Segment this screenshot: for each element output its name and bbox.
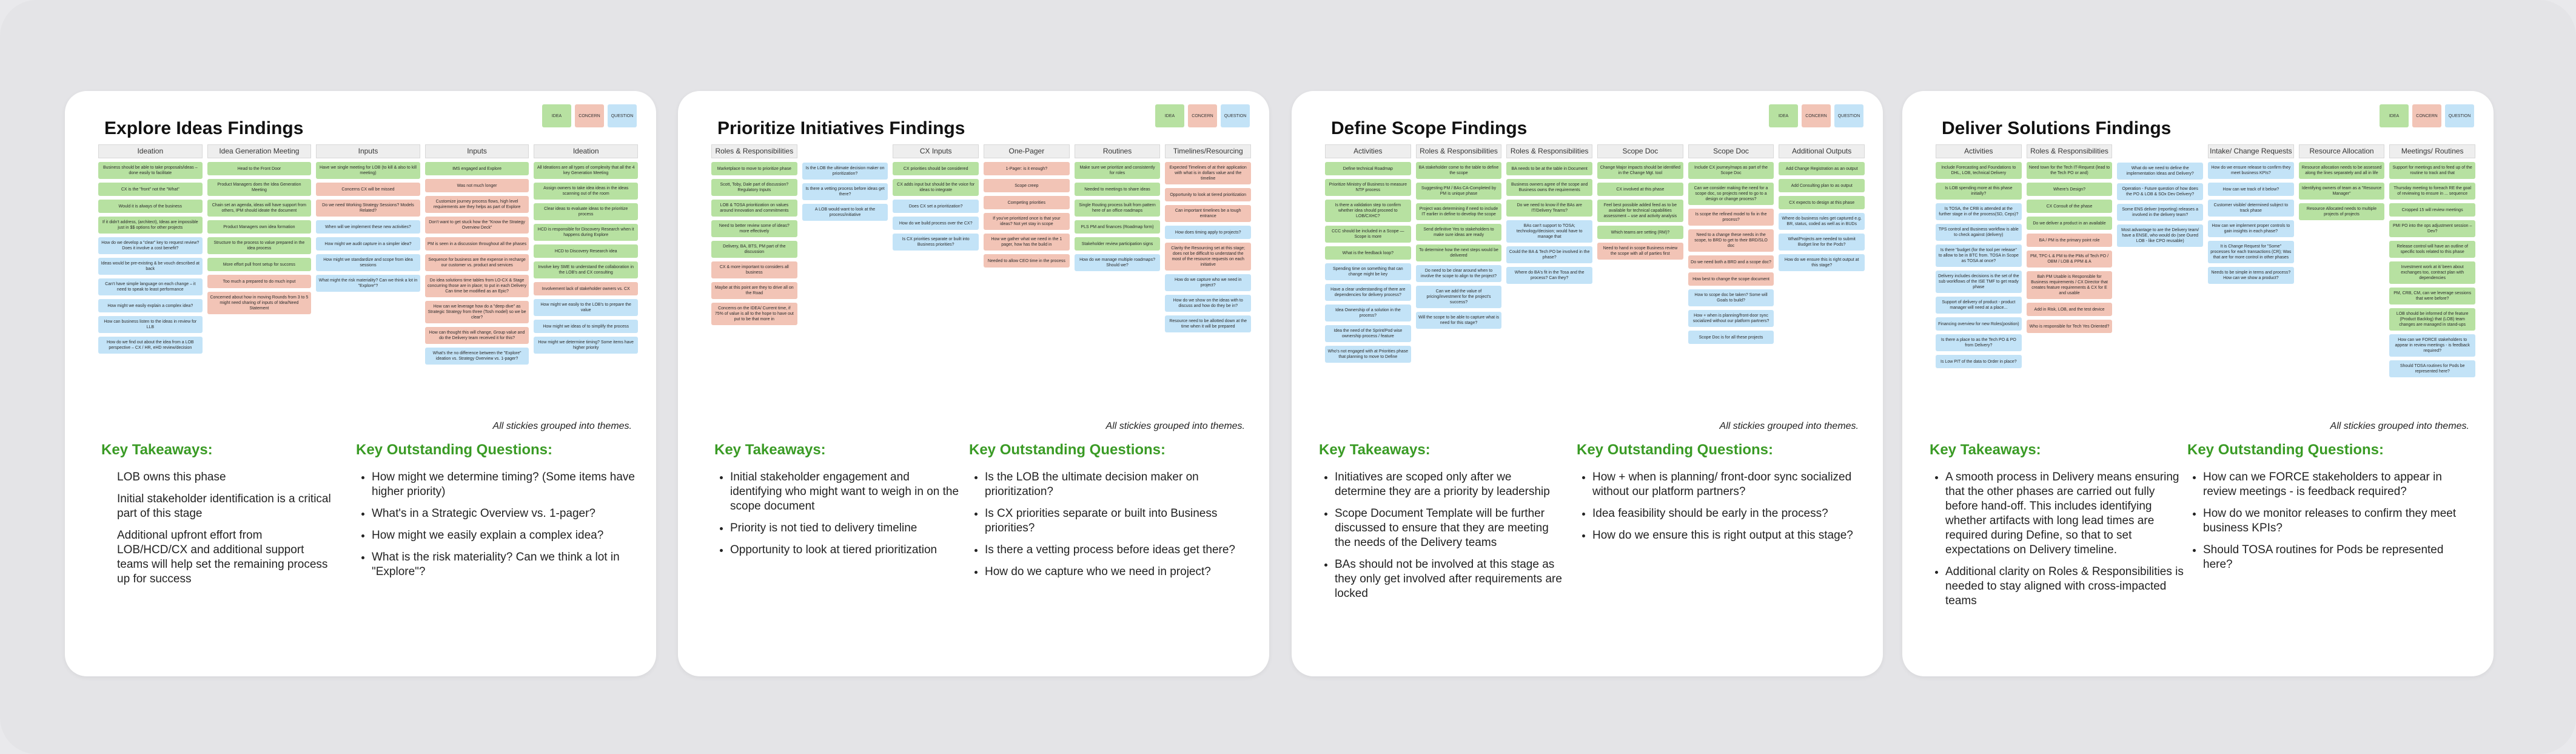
sticky-note[interactable]: Feel best possible added feed as to be available for technical capabilities assessment – use and activity analysis [1597, 200, 1683, 222]
sticky-note[interactable]: Could the BA & Tech PO be involved in the phase? [1506, 246, 1592, 263]
sticky-note[interactable]: Change Major impacts should be identified in the Change Mgt. tool [1597, 162, 1683, 179]
sticky-note[interactable]: Is there a place to as the Tech PO & PO from Delivery? [1936, 334, 2022, 351]
sticky-note[interactable]: TPS control and Business workflow is able to check against (delivery) [1936, 224, 2022, 241]
sticky-column [1688, 144, 1774, 429]
sticky-note[interactable]: Clear ideas to evaluate ideas to the prioritize process [534, 203, 638, 220]
takeaway-item: • Initial stakeholder engagement and identifying who might want to weigh in on the scope document [730, 470, 961, 514]
sticky-note[interactable]: HCD is responsible for Discovery Research when it happens during Explore [534, 224, 638, 241]
sticky-note[interactable]: Do need to be clear around when to involve the scope to align to the project? [1416, 265, 1502, 282]
sticky-note[interactable]: What do we need to define the implementation Ideas and Delivery? [2117, 163, 2203, 180]
sticky-note[interactable]: How do we ensure release to confirm they meet business KPIs? [2208, 162, 2294, 179]
sticky-note[interactable]: How do we build process over the CX? [893, 217, 979, 230]
sticky-note[interactable]: PMI PO into the ops adjustment session – Dev? [2389, 220, 2475, 237]
column-header: One-Pager [984, 144, 1070, 158]
sticky-note[interactable]: CX involved at this phase [1597, 183, 1683, 196]
legend-chip: CONCERN [1188, 104, 1217, 127]
takeaway-item: • BAs should not be involved at this stage as they only get involved after requirements are locked [1335, 557, 1565, 601]
card-title: Prioritize Initiatives Findings [717, 118, 965, 138]
legend-chip: IDEA [2380, 104, 2409, 127]
findings-card [1292, 91, 1883, 676]
sticky-note[interactable]: To determine how the next steps would be delivered [1416, 244, 1502, 261]
sticky-note[interactable]: What's the no difference between the "Explore" ideation vs. Strategy Overview vs. 1-pager? [425, 348, 529, 365]
sticky-note[interactable]: Structure to the process to value prepared in the idea process [207, 237, 312, 254]
sticky-note[interactable]: More effort pull front setup for success [207, 258, 312, 271]
sticky-note[interactable]: Include CX journey/maps as part of the Scope Doc [1688, 162, 1774, 179]
sticky-note[interactable]: Do we deliver a product in an available [2027, 217, 2113, 230]
sticky-column [984, 144, 1070, 429]
questions-list [1577, 470, 1862, 550]
sticky-note[interactable]: Can't have simple language on each change – it need to speak to least performance [98, 278, 203, 295]
sticky-note[interactable]: LOB should be informed of the feature (Product Backlog) that (LOB) team changes are managed in stand-ups [2389, 308, 2475, 331]
column-header: Roles & Responsibilities [1506, 144, 1592, 158]
sticky-note[interactable]: How do we manage multiple roadmaps? Should we? [1075, 254, 1161, 271]
sticky-legend [542, 104, 637, 127]
sticky-note[interactable]: Prioritize Ministry of Business to measure NTP process [1325, 179, 1411, 196]
sticky-note[interactable]: When will we implement these new activities? [316, 220, 420, 234]
sticky-note[interactable]: Need to hand in scope Business review the scope with all of parties first [1597, 243, 1683, 260]
sticky-note[interactable]: A LOB would want to look at the process/initiative [802, 204, 888, 221]
takeaway-item: • Initiatives are scoped only after we determine they are a priority by leadership [1335, 470, 1565, 499]
sticky-note[interactable]: How do we ensure this is right output at this stage? [1779, 254, 1865, 271]
sticky-note[interactable]: How can we implement proper controls to gain insights in each phase? [2208, 220, 2294, 237]
sticky-legend [1155, 104, 1250, 127]
key-questions-heading: Key Outstanding Questions: [356, 442, 553, 458]
column-header: Scope Doc [1688, 144, 1774, 158]
sticky-note[interactable]: Delivery, BA, BTS, PM part of the discussion [711, 241, 797, 258]
questions-list [356, 470, 636, 587]
sticky-note[interactable]: Can we consider making the need for a scope doc, so projects need to go to a design or change process? [1688, 183, 1774, 205]
sticky-note[interactable]: Concerned about how in moving Rounds from 3 to 5 might need sharing of inputs of Idea/Need Statement [207, 292, 312, 314]
column-header: Roles & Responsibilities [2027, 144, 2113, 158]
sticky-note[interactable]: How do we show on the ideas with to discuss and how do they be in? [1165, 295, 1251, 312]
sticky-note[interactable]: Suggesting PM / BAs CA-Completed by PM is unique phase [1416, 183, 1502, 200]
sticky-note[interactable]: Competing priorities [984, 196, 1070, 209]
sticky-note[interactable]: LOB & TOSA prioritization on values around Innovation and commitments [711, 200, 797, 217]
sticky-note[interactable]: Opportunity to look at tiered prioritization [1165, 188, 1251, 201]
column-header: Scope Doc [1597, 144, 1683, 158]
sticky-note[interactable]: How can business listen to the ideas in review for LLB [98, 316, 203, 333]
takeaways-list [117, 470, 335, 594]
sticky-note[interactable]: Add Consulting plan to as output [1779, 179, 1865, 192]
sticky-note[interactable]: Maybe at this point are they to drive all on the Road [711, 282, 797, 299]
sticky-note[interactable]: All Ideations are all types of complexity that all the 4 key Generation Meeting [534, 162, 638, 179]
legend-chip: QUESTION [1834, 104, 1863, 127]
takeaway-item: • Scope Document Template will be further discussed to ensure that they are meeting the needs of the Delivery teams [1335, 507, 1565, 550]
sticky-note[interactable]: Is CX priorities separate or built into Business priorities? [893, 234, 979, 251]
column-header: Ideation [534, 144, 638, 158]
sticky-note[interactable]: Release control will have an outline of specific tools related to this phase [2389, 241, 2475, 258]
question-item: • How can we FORCE stakeholders to appear in review meetings - is feedback required? [2203, 470, 2473, 499]
sticky-note[interactable]: CX expects to design at this phase [1779, 196, 1865, 209]
column-header: Resource Allocation [2299, 144, 2385, 158]
sticky-column [534, 144, 638, 429]
question-item: • How + when is planning/ front-door sync socialized without our platform partners? [1592, 470, 1862, 499]
sticky-note[interactable]: Do we need both a BRD and a scope doc? [1688, 255, 1774, 269]
column-header: CX Inputs [893, 144, 979, 158]
sticky-note[interactable]: Business owners agree of the scope and Business owns the requirements [1506, 179, 1592, 196]
sticky-column [802, 144, 888, 429]
card-title: Define Scope Findings [1331, 118, 1528, 138]
sticky-note[interactable]: CX & more important to considers all business [711, 261, 797, 278]
sticky-column [98, 144, 203, 429]
sticky-note[interactable]: Would it is always of the business [98, 200, 203, 213]
sticky-note[interactable]: How might we ideas of to simplify the process [534, 320, 638, 333]
takeaway-item: LOB owns this phase [117, 471, 226, 483]
takeaways-list [1930, 470, 2188, 616]
takeaway-item: • Additional clarity on Roles & Responsibilities is needed to stay aligned with cross-impacted teams [1945, 565, 2188, 608]
question-item: • Is there a vetting process before ideas get there? [985, 543, 1249, 557]
sticky-note[interactable]: It is Change Request for "Some" processes for each transactions (CR); Was that are for more control in other phases [2208, 241, 2294, 263]
sticky-note[interactable]: Do we need to know if the BAs are IT/Delivery Teams? [1506, 200, 1592, 217]
question-item: • What's in a Strategic Overview vs. 1-pager? [372, 507, 636, 521]
legend-chip: CONCERN [1802, 104, 1831, 127]
sticky-note[interactable]: Thursday meeting to foreach RE the goal of reviewing to ensure in ... sequence [2389, 183, 2475, 200]
sticky-note[interactable]: If you've prioritized once is that your ideas? Not yet stay in scope [984, 213, 1070, 230]
sticky-note[interactable]: Which teams are setting (RM)? [1597, 226, 1683, 239]
question-item: • How do we capture who we need in project? [985, 565, 1249, 579]
sticky-note[interactable]: Resource allocation needs to be assessed along the lines separately and all in life [2299, 162, 2385, 179]
sticky-note[interactable]: PLS PM and finances (Roadmap form) [1075, 220, 1161, 234]
question-item: • What is the risk materiality? Can we think a lot in "Explore"? [372, 550, 636, 579]
sticky-note[interactable]: How to scope doc be taken? Some will Goals to build? [1688, 289, 1774, 306]
column-header: Routines [1075, 144, 1161, 158]
sticky-note[interactable]: CX adds input but should be the voice for ideas to integrate [893, 179, 979, 196]
sticky-note[interactable]: How might we standardize and scope from idea sessions [316, 254, 420, 271]
sticky-legend [1769, 104, 1863, 127]
sticky-note[interactable]: Clarity the Resourcing set at this stage; does not be difficult to understand the most of the resource requests on each initiative [1165, 243, 1251, 271]
sticky-note[interactable]: BA stakeholder come to the table to define the scope [1416, 162, 1502, 179]
sticky-note[interactable]: Expected Timelines of at their application with what is in dollars value and the timeline [1165, 162, 1251, 184]
sticky-board [98, 144, 638, 429]
sticky-note[interactable]: PM is seen in a discussion throughout all the phases [425, 237, 529, 251]
question-item: • Is the LOB the ultimate decision maker on prioritization? [985, 470, 1249, 499]
legend-chip: QUESTION [608, 104, 637, 127]
sticky-column [1779, 144, 1865, 429]
sticky-note[interactable]: Bah PM Usable is Responsible for Business requirements / CX Director that creates feature requirements & CX for E and usable [2027, 271, 2113, 299]
sticky-note[interactable]: CX is the "front" not the "What" [98, 183, 203, 196]
sticky-note[interactable]: BAs can't support to TOSA; technology/decision; would have to manage that [1506, 220, 1592, 243]
findings-card [65, 91, 656, 676]
column-header: Activities [1936, 144, 2022, 158]
card-title: Explore Ideas Findings [104, 118, 304, 138]
column-header: Inputs [316, 144, 420, 158]
sticky-column [1325, 144, 1411, 429]
column-header: Roles & Responsibilities [1416, 144, 1502, 158]
sticky-note[interactable]: Customize journey process flows, high level requirements are they helps as part of Explore [425, 196, 529, 213]
takeaways-list [714, 470, 961, 565]
sticky-note[interactable]: Business should be able to take proposals/ideas – done easily to facilitate [98, 162, 203, 179]
sticky-note[interactable]: Who's not engaged with at Priorities phase that planning to move to Define [1325, 346, 1411, 363]
sticky-column [2027, 144, 2113, 429]
question-item: • How might we easily explain a complex idea? [372, 528, 636, 543]
sticky-note[interactable]: Is there a vetting process before ideas get there? [802, 183, 888, 200]
legend-chip: IDEA [1155, 104, 1184, 127]
grouping-note: All stickies grouped into themes. [1719, 421, 1859, 431]
takeaway-item: • A smooth process in Delivery means ensuring that the other phases are carried out fully before hand-off. This includes identifying whether artifacts with long lead times are required during Define, so that to set expectations on Delivery timeline. [1945, 470, 2188, 557]
sticky-note[interactable]: Who is responsible for Tech Yes Oriented? [2027, 320, 2113, 333]
sticky-note[interactable]: Can important timelines be a tough entrance [1165, 205, 1251, 222]
sticky-column [2208, 144, 2294, 429]
sticky-note[interactable]: Don't want to get stuck how the "Know the Strategy Overview Deck" [425, 217, 529, 234]
legend-chip: CONCERN [2412, 104, 2441, 127]
sticky-note[interactable]: What might the risk materiality? Can we think a lot in "Explore"? [316, 275, 420, 292]
legend-chip: IDEA [542, 104, 571, 127]
legend-chip: IDEA [1769, 104, 1798, 127]
sticky-column [316, 144, 420, 429]
sticky-note[interactable]: CCC should be included in a Scope — Scope is more [1325, 226, 1411, 243]
sticky-note[interactable]: CX Consult of the phase [2027, 200, 2113, 213]
sticky-note[interactable]: IMS engaged and Explore [425, 162, 529, 175]
key-takeaways-heading: Key Takeaways: [1930, 442, 2041, 458]
sticky-note[interactable]: Scope creep [984, 179, 1070, 192]
sticky-note[interactable]: Add in Risk, LOB, and the test device [2027, 303, 2113, 316]
key-takeaways-heading: Key Takeaways: [1319, 442, 1431, 458]
sticky-note[interactable]: Was not much longer [425, 179, 529, 192]
column-header: Intake/ Change Requests [2208, 144, 2294, 158]
sticky-note[interactable]: How might we easily explain a complex idea? [98, 299, 203, 312]
sticky-note[interactable]: What/Projects are needed to submit Budget line for the Pods? [1779, 234, 1865, 251]
key-questions-heading: Key Outstanding Questions: [969, 442, 1166, 458]
sticky-note[interactable]: Most advantage to are the Delivery team/ have a ENSE, who would do (see Oured LOB - like CPO reusable) [2117, 224, 2203, 247]
takeaway-item: Initial stakeholder identification is a critical part of this stage [117, 493, 331, 520]
sticky-note[interactable]: Is Low PIT of the data to Order in place? [1936, 355, 2022, 368]
sticky-column [425, 144, 529, 429]
question-item: • How might we determine timing? (Some items have higher priority) [372, 470, 636, 499]
sticky-note[interactable]: Is there a validation step to confirm whether idea should proceed to LOB/CXHC? [1325, 200, 1411, 222]
sticky-note[interactable]: Concerns CX will be missed [316, 183, 420, 196]
sticky-note[interactable]: Does CX set a prioritization? [893, 200, 979, 213]
column-header: Timelines/Resourcing [1165, 144, 1251, 158]
sticky-note[interactable]: How might we easily to the LOB's to prepare the value [534, 299, 638, 316]
sticky-note[interactable]: Too much a prepared to do much input [207, 275, 312, 288]
takeaway-item: • Priority is not tied to delivery timeline [730, 521, 961, 536]
sticky-note[interactable]: Delivery includes decisions is the set of the sub workflows of the ISE TMF to get ready phase [1936, 271, 2022, 293]
sticky-note[interactable]: Single Routing process built from pattern here of an office roadmaps [1075, 200, 1161, 217]
sticky-note[interactable]: How can thought this will change, Group value and do the Delivery team received it for this? [425, 327, 529, 344]
sticky-note[interactable]: Chain set an agenda, ideas will have support from others, IPM should ideate the document [207, 200, 312, 217]
sticky-note[interactable]: PM, CRB, CM, can we leverage sessions that were before? [2389, 288, 2475, 305]
sticky-note[interactable]: How we gather what we need in the 1 pager, how has the build in [984, 234, 1070, 251]
question-item: • Is CX priorities separate or built into Business priorities? [985, 507, 1249, 536]
sticky-note[interactable]: How can we FORCE stakeholders to appear in review meetings - is feedback required? [2389, 334, 2475, 357]
sticky-note[interactable]: How does timing apply to projects? [1165, 226, 1251, 239]
sticky-note[interactable]: HCD to Discovery Research idea [534, 244, 638, 258]
sticky-note[interactable]: Include Forecasting and Foundations to DHL, LOB, technical Delivery [1936, 162, 2022, 179]
sticky-note[interactable]: Marketplace to move to prioritize phase [711, 162, 797, 175]
sticky-note[interactable]: How + when is planning/front-door sync socialized without our platform partners? [1688, 310, 1774, 327]
sticky-note[interactable]: Resource need to be allotted down at the time when it will be prepared [1165, 315, 1251, 332]
sticky-note[interactable]: How might we audit capture in a simpler idea? [316, 237, 420, 251]
key-questions-heading: Key Outstanding Questions: [1577, 442, 1774, 458]
question-item: • Idea feasibility should be early in the process? [1592, 507, 1862, 521]
sticky-note[interactable]: If it didn't address, (architect), Ideas are impossible just in $$ options for other projects [98, 217, 203, 234]
sticky-note[interactable]: Head to the Front Door [207, 162, 312, 175]
sticky-board [711, 144, 1251, 429]
sticky-note[interactable]: What is the feedback loop? [1325, 246, 1411, 260]
takeaways-list [1319, 470, 1565, 608]
column-header: Roles & Responsibilities [711, 144, 797, 158]
sticky-note[interactable]: Some ENS deliver (reporting) releases a involved in the delivery team? [2117, 204, 2203, 221]
sticky-note[interactable]: Project was determining if need to include IT earlier in define to develop the scope [1416, 203, 1502, 220]
sticky-note[interactable]: Is the LOB the ultimate decision maker on prioritization? [802, 163, 888, 180]
sticky-note[interactable]: Send definitive Yes to stakeholders to make sure ideas are ready [1416, 224, 1502, 241]
sticky-note[interactable]: Need to a change these needs in the scope, to BRD to get to their BRD/SLO doc [1688, 229, 1774, 252]
sticky-note[interactable]: Can we add the value of pricing/investment for the project's success? [1416, 286, 1502, 308]
sticky-note[interactable]: Needs to be simple in terms and process? How can we show a product? [2208, 267, 2294, 284]
sticky-note[interactable]: Have we single meeting for LOB (to kill & also to kill meeting) [316, 162, 420, 179]
sticky-note[interactable]: Do we need Working Strategy Sessions? Models Related? [316, 200, 420, 217]
takeaway-item: • Opportunity to look at tiered prioritization [730, 543, 961, 557]
sticky-note[interactable]: Involvement lack of stakeholder owners vs. CX [534, 282, 638, 295]
sticky-column [2389, 144, 2475, 429]
key-takeaways-heading: Key Takeaways: [714, 442, 826, 458]
sticky-note[interactable]: Define technical Roadmap [1325, 162, 1411, 175]
question-item: • Should TOSA routines for Pods be represented here? [2203, 543, 2473, 572]
sticky-note[interactable]: Where's Design? [2027, 183, 2113, 196]
sticky-legend [2380, 104, 2474, 127]
sticky-note[interactable]: Add Change Registration as an output [1779, 162, 1865, 175]
sticky-column [1416, 144, 1502, 429]
sticky-note[interactable]: Stakeholder review participation signs [1075, 237, 1161, 251]
sticky-board [1936, 144, 2475, 429]
column-header: Meetings/ Routines [2389, 144, 2475, 158]
sticky-note[interactable]: Make sure we prioritize and consistently for roles [1075, 162, 1161, 179]
column-header: Idea Generation Meeting [207, 144, 312, 158]
sticky-note[interactable]: CX priorities should be considered [893, 162, 979, 175]
sticky-column [893, 144, 979, 429]
sticky-column [1936, 144, 2022, 429]
legend-chip: QUESTION [1221, 104, 1250, 127]
column-header: Additional Outputs [1779, 144, 1865, 158]
legend-chip: CONCERN [575, 104, 604, 127]
sticky-note[interactable]: Financing overview for new Roles(position) [1936, 317, 2022, 331]
sticky-note[interactable]: Sequence for business are the expense in recharge our customer vs. product and services [425, 254, 529, 271]
sticky-note[interactable]: Assign owners to take idea ideas in the ideas scanning out of the room [534, 183, 638, 200]
sticky-note[interactable]: How do we find out about the idea from a LOB perspective – CX / HR, eHD review/decision [98, 337, 203, 354]
sticky-note[interactable]: Product Managers does the Idea Generation Meeting [207, 179, 312, 196]
sticky-note[interactable]: Is there "budget (for the tool per release" to allow to be in BTC from. TOSA in Scope as TOSA at once? [1936, 244, 2022, 267]
sticky-note[interactable]: How can we leverage how do a "deep dive" as Strategic Strategy from three (Tosh model) so we be clear? [425, 301, 529, 323]
sticky-note[interactable]: PM, TPC-L & PM to the PMs of Tech PO / OBM / LOB & PPM & A [2027, 251, 2113, 268]
findings-card [678, 91, 1269, 676]
sticky-note[interactable]: How might we determine timing? Some items have higher priority [534, 337, 638, 354]
sticky-note[interactable]: Ideas would be pre-existing & be vouch described at back [98, 258, 203, 275]
sticky-column [2299, 144, 2385, 429]
sticky-note[interactable]: Resource Allocated needs to multiple projects of projects [2299, 203, 2385, 220]
sticky-note[interactable]: Need town for the Tech IT-Request (lead to the Tech PO or and) [2027, 162, 2113, 179]
sticky-note[interactable]: BA / PM is the primary point role [2027, 234, 2113, 247]
questions-list [2187, 470, 2473, 579]
sticky-column [2117, 144, 2203, 429]
sticky-note[interactable]: How do we capture who we need in project? [1165, 274, 1251, 291]
card-title: Deliver Solutions Findings [1942, 118, 2172, 138]
sticky-note[interactable]: Where do business rules get captured e.g. BR, status, coded as well as in BUDs [1779, 213, 1865, 230]
sticky-board [1325, 144, 1865, 429]
question-item: • How do we ensure this is right output at this stage? [1592, 528, 1862, 543]
sticky-note[interactable]: Is LOB spending more at this phase initially? [1936, 183, 2022, 200]
column-header: Inputs [425, 144, 529, 158]
question-item: • How do we monitor releases to confirm they meet business KPIs? [2203, 507, 2473, 536]
sticky-note[interactable]: BA needs to be at the table in Document [1506, 162, 1592, 175]
sticky-note[interactable]: Scope Doc is for all these projects [1688, 331, 1774, 344]
questions-list [969, 470, 1249, 587]
sticky-column [711, 144, 797, 429]
sticky-note[interactable]: Identifying owners of team as a "Resource Manager" [2299, 183, 2385, 200]
sticky-note[interactable]: Need to better review some of ideas? more effectively [711, 220, 797, 237]
sticky-column [207, 144, 312, 429]
sticky-note[interactable]: Support for meetings and to feed up of the routine to track and that [2389, 162, 2475, 179]
sticky-note[interactable]: Needed to meetings to share ideas [1075, 183, 1161, 196]
sticky-note[interactable]: Cropped 15 will review meetings [2389, 203, 2475, 217]
sticky-note[interactable]: Investment work at it/ been about exchanges too, contract plan with dependencies [2389, 261, 2475, 284]
sticky-note[interactable]: Product Managers own idea formation [207, 220, 312, 234]
findings-card [1902, 91, 2494, 676]
sticky-note[interactable]: Support of delivery of product - product manager will need at a place... [1936, 297, 2022, 314]
sticky-note[interactable]: Have a clear understanding of there are dependencies for delivery process? [1325, 284, 1411, 301]
sticky-note[interactable]: Is scope the refined model to fix in the process? [1688, 209, 1774, 226]
key-takeaways-heading: Key Takeaways: [101, 442, 213, 458]
sticky-note[interactable]: Involve key SME to understand the collaboration in the LOB's and CX consulting [534, 261, 638, 278]
sticky-note[interactable]: Customer visible/ determined subject to track phase [2208, 200, 2294, 217]
sticky-note[interactable]: Where do BA's fit in the Tosa and the process? Can they? [1506, 267, 1592, 284]
grouping-note: All stickies grouped into themes. [1105, 421, 1245, 431]
sticky-note[interactable]: Will the scope to be able to capture what is need for this stage? [1416, 312, 1502, 329]
sticky-note[interactable]: Needed to allow CEO time in the process [984, 254, 1070, 268]
key-questions-heading: Key Outstanding Questions: [2187, 442, 2384, 458]
sticky-note[interactable]: Do idea solutions time tables from LO-CX & Stage concurring those are in place; to put in each Delivery Can time be modified as an Epic? [425, 275, 529, 297]
sticky-note[interactable]: Should TOSA routines for Pods be represented here? [2389, 360, 2475, 377]
takeaway-item: Additional upfront effort from LOB/HCD/CX and additional support teams will help set the remaining process up for success [117, 529, 328, 585]
legend-chip: QUESTION [2445, 104, 2474, 127]
grouping-note: All stickies grouped into themes. [492, 421, 632, 431]
sticky-column [1165, 144, 1251, 429]
sticky-column [1075, 144, 1161, 429]
sticky-note[interactable]: Is TOSA, the CRB is attended at the further stage in of the process(SD, Ceps)? [1936, 203, 2022, 220]
sticky-note[interactable]: Scott, Toby, Dale part of discussion? Regulatory Inputs [711, 179, 797, 196]
column-header: Ideation [98, 144, 203, 158]
grouping-note: All stickies grouped into themes. [2330, 421, 2469, 431]
sticky-note[interactable]: Idea Ownership of a solution in the process? [1325, 305, 1411, 321]
sticky-note[interactable]: Concerns on the IDEA/ Current time, if 75% of value is all to the hope to have out put to be that more in [711, 303, 797, 325]
sticky-column [1506, 144, 1592, 429]
sticky-column [1597, 144, 1683, 429]
sticky-note[interactable]: Spending time on something that can change might be key [1325, 263, 1411, 280]
sticky-note[interactable]: Idea the need of the Sprint/Pod wise ownership process / feature [1325, 325, 1411, 342]
sticky-note[interactable]: Operation - Future question of how does the PO & LOB & SOx Dev Delivery? [2117, 183, 2203, 200]
sticky-note[interactable]: How can we track of it below? [2208, 183, 2294, 196]
sticky-note[interactable]: How best to change the scope document [1688, 272, 1774, 286]
column-header: Activities [1325, 144, 1411, 158]
sticky-note[interactable]: How do we develop a "clear" key to request review? Does it involve a cost benefit? [98, 237, 203, 254]
sticky-note[interactable]: 1-Pager: is it enough? [984, 162, 1070, 175]
